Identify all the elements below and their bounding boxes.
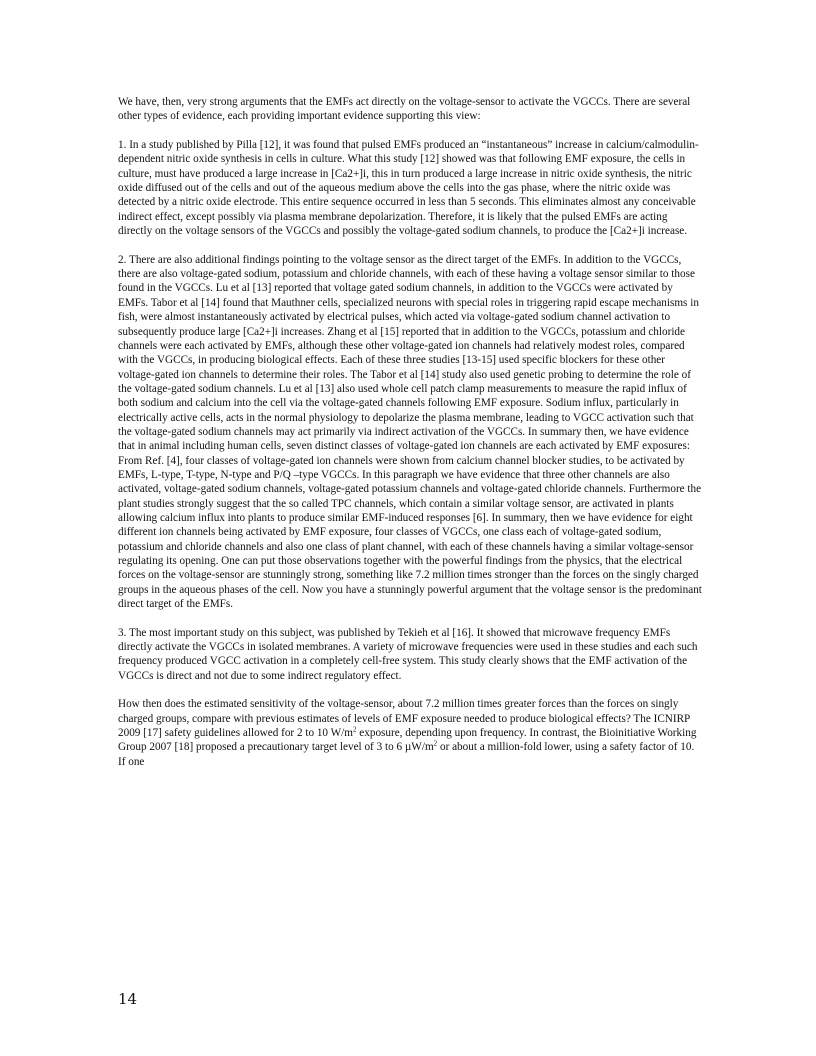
paragraph-sensitivity-part2: exposure, depending upon frequency. In contrast, the Bioinitiative Working Group 2007 [18] proposed a precautionary target level of 3 to 6 µW/m [118,727,697,754]
paragraph-sensitivity-part3: or about a million-fold lower, using a safety factor of 10. If one [118,741,695,768]
body-text [118,95,702,784]
paragraph-sensitivity-part1: How then does the estimated sensitivity of the voltage-sensor, about 7.2 million times greater forces than the forces on singly charged groups, compare with previous estimates of levels of EMF exposure needed to produce biological effects? The ICNIRP 2009 [17] safety guidelines allowed for 2 to 10 W/m [118,698,690,740]
paragraph-sensitivity [118,697,702,769]
paragraph-point-2: 2. There are also additional findings pointing to the voltage sensor as the direct target of the EMFs. In addition to the VGCCs, there are also voltage-gated sodium, potassium and chloride channels, with each of these having a voltage sensor similar to those found in the VGCCs. Lu et al [13] reported that voltage gated sodium channels, in addition to the VGCCs were activated by EMFs. Tabor et al [14] found that Mauthner cells, specialized neurons with special roles in triggering rapid escape mechanisms in fish, were almost instantaneously activated by electrical pulses, which acted via voltage-gated sodium channel activation to subsequently produce large [Ca2+]i increases. Zhang et al [15] reported that in addition to the VGCCs, potassium and chloride channels were each activated by EMFs, although these other voltage-gated ion channels had relatively modest roles, compared with the VGCCs, in producing biological effects. Each of these three studies [13-15] used specific blockers for these other voltage-gated ion channels to determine their roles. The Tabor et al [14] study also used genetic probing to determine the role of the voltage-gated sodium channels. Lu et al [13] also used whole cell patch clamp measurements to measure the rapid influx of both sodium and calcium into the cell via the voltage-gated channels following EMF exposure. Sodium influx, particularly in electrically active cells, acts in the normal physiology to depolarize the plasma membrane, leading to VGCC activation such that the voltage-gated sodium channels may act primarily via indirect activation of the VGCCs. In summary then, we have evidence that in animal including human cells, seven distinct classes of voltage-gated ion channels are each activated by EMF exposures: From Ref. [4], four classes of voltage-gated ion channels were shown from calcium channel blocker studies, to be activated by EMFs, L-type, T-type, N-type and P/Q –type VGCCs. In this paragraph we have evidence that three other channels are also activated, voltage-gated sodium channels, voltage-gated potassium channels and voltage-gated chloride channels. Furthermore the plant studies strongly suggest that the so called TPC channels, which contain a similar voltage sensor, are activated in plants allowing calcium influx into plants to produce similar EMF-induced responses [6]. In summary, then we have evidence for eight different ion channels being activated by EMF exposure, four classes of VGCCs, one class each of voltage-gated sodium, potassium and chloride channels and also one class of plant channel, with each of these channels having a similar voltage-sensor regulating its opening. One can put those observations together with the powerful findings from the physics, that the electrical forces on the voltage-sensor are stunningly strong, something like 7.2 million times stronger than the forces on the singly charged groups in the aqueous phases of the cell. Now you have a stunningly powerful argument that the voltage sensor is the predominant direct target of the EMFs. [118,253,702,611]
page-number: 14 [118,990,138,1008]
superscript-unit-2: 2 [433,739,438,748]
paragraph-intro: We have, then, very strong arguments that the EMFs act directly on the voltage-sensor to activate the VGCCs. There are several other types of evidence, each providing important evidence supporting this view: [118,96,691,123]
paragraph-point-3: 3. The most important study on this subject, was published by Tekieh et al [16]. It showed that microwave frequency EMFs directly activate the VGCCs in isolated membranes. A variety of microwave frequencies were used in these studies and each such frequency produced VGCC activation in a completely cell-free system. This study clearly shows that the EMF activation of the VGCCs is direct and not due to some indirect regulatory effect. [118,626,698,682]
superscript-unit-1: 2 [353,725,357,734]
paragraph-point-1: 1. In a study published by Pilla [12], it was found that pulsed EMFs produced an “instantaneous” increase in calcium/calmodulin-dependent nitric oxide synthesis in cells in culture. What this study [12] showed was that following EMF exposure, the cells in culture, must have produced a large increase in [Ca2+]i, this in turn produced a large increase in nitric oxide synthesis, the nitric oxide diffused out of the cells and out of the aqueous medium above the cells into the gas phase, where the nitric oxide was detected by a nitric oxide electrode. This entire sequence occurred in less than 5 seconds. This eliminates almost any conceivable indirect effect, except possibly via plasma membrane depolarization. Therefore, it is likely that the pulsed EMFs are acting directly on the voltage sensors of the VGCCs and possibly the voltage-gated sodium channels, to produce the [Ca2+]i increase. [118,139,699,238]
